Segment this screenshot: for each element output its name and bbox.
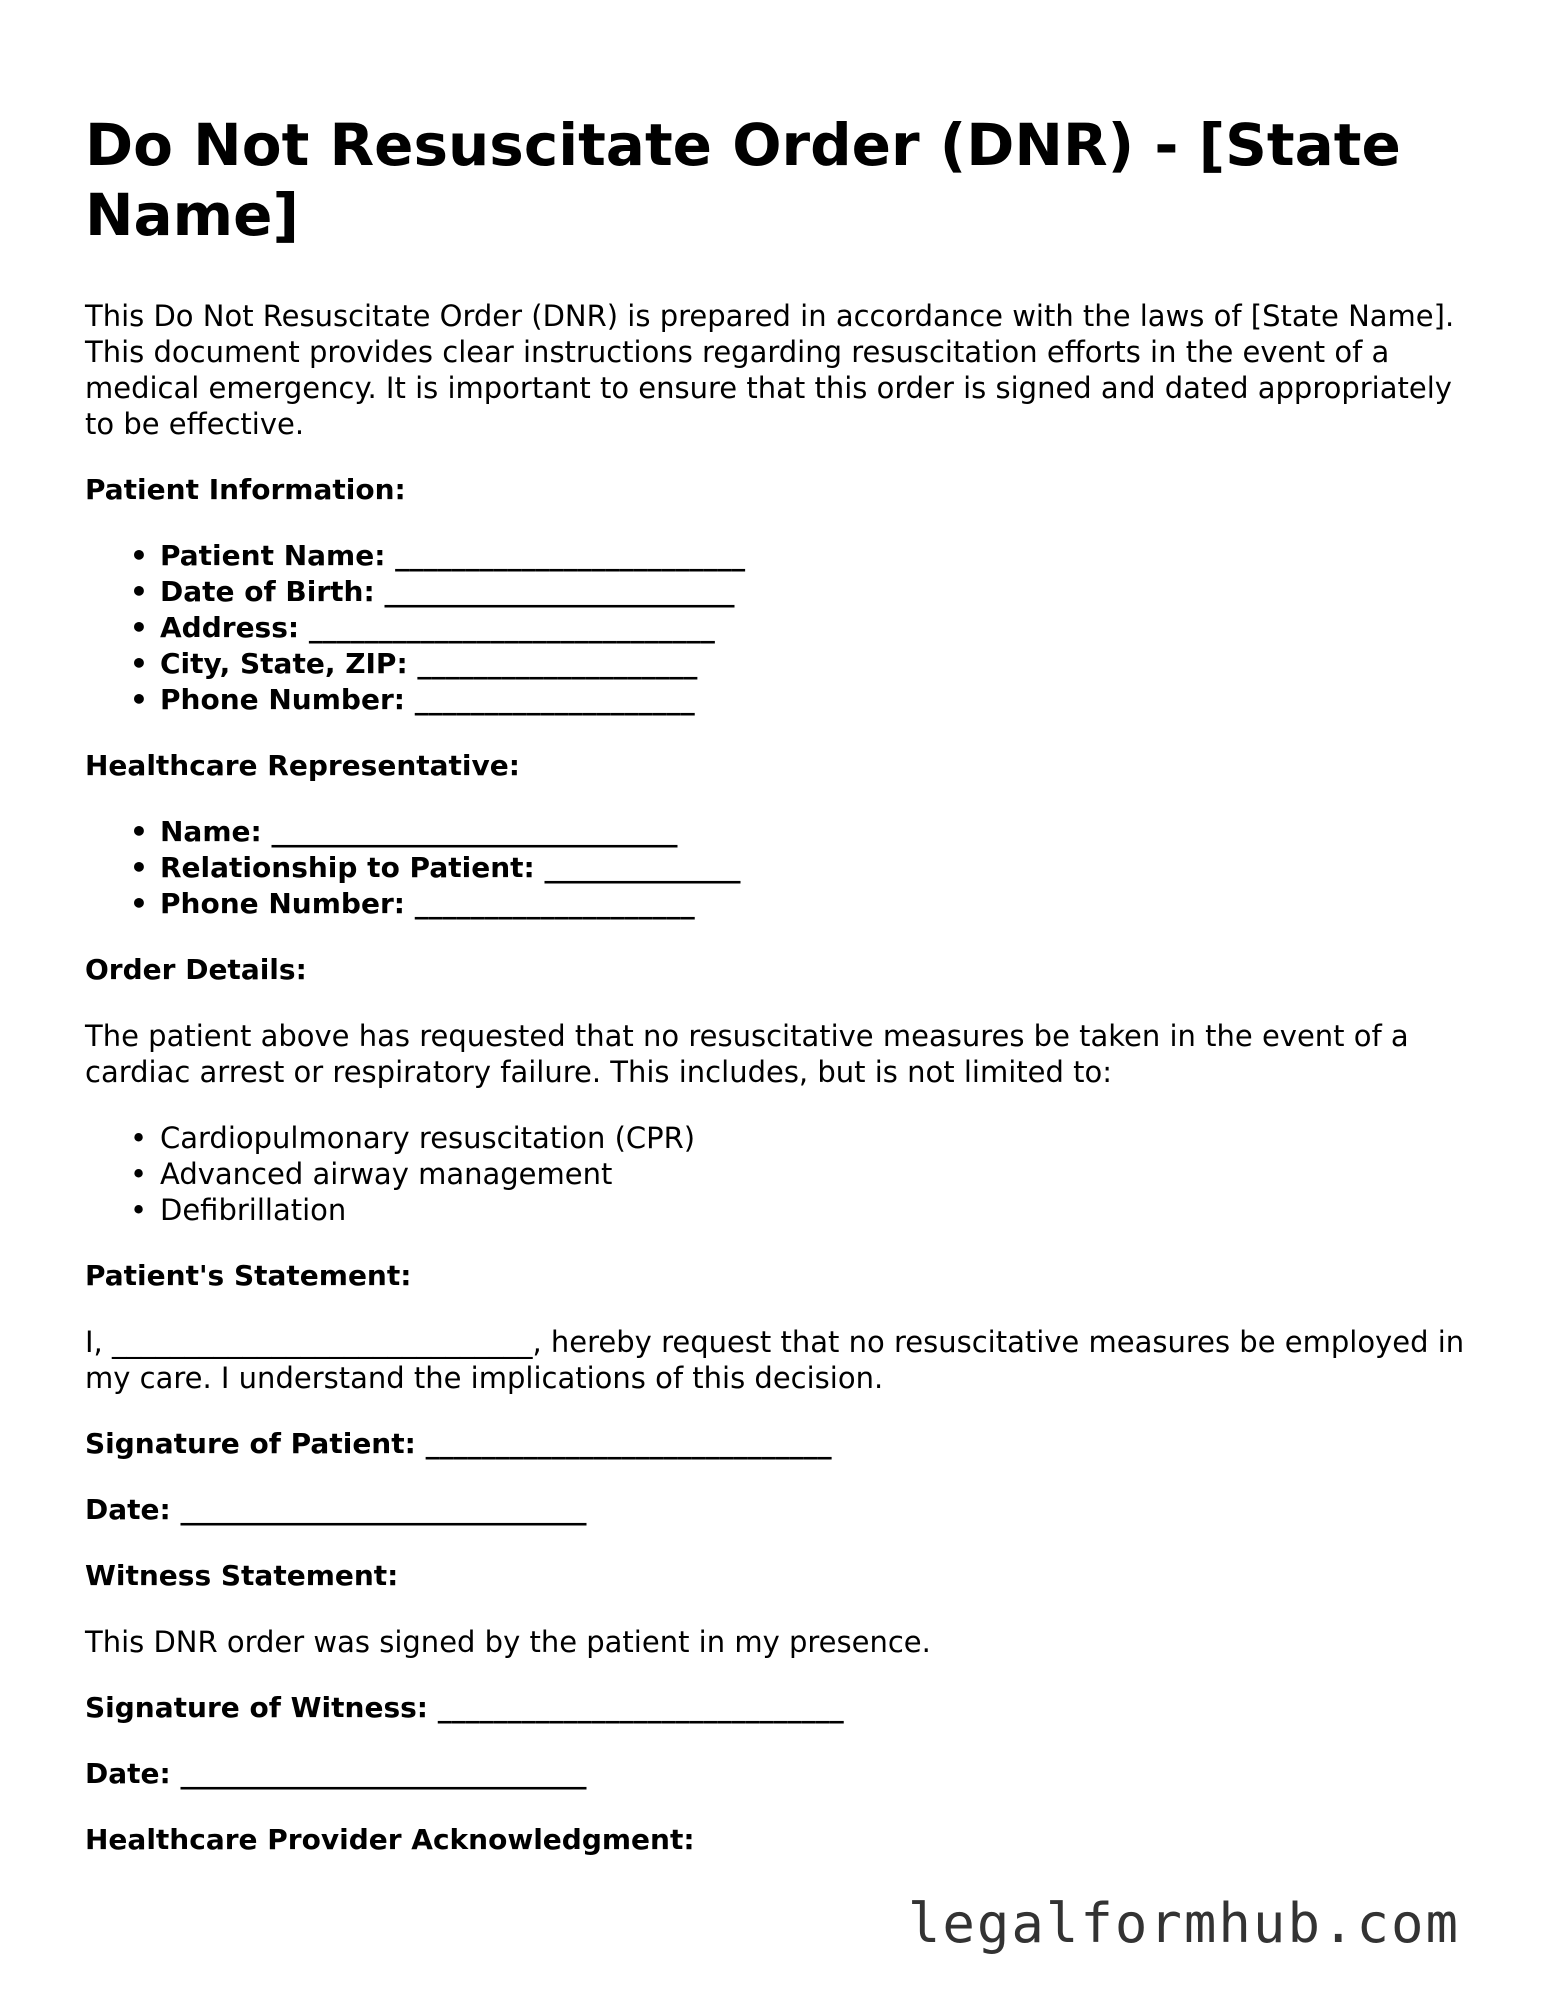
patient-signature-field: Signature of Patient: _____________________________ <box>85 1427 832 1460</box>
address-field: • Address: _____________________________ <box>160 610 1475 646</box>
witness-heading: Witness Statement: <box>85 1559 399 1592</box>
city-state-zip-field: • City, State, ZIP: ____________________ <box>160 646 1475 682</box>
relationship-field: • Relationship to Patient: ______________ <box>160 850 1475 886</box>
patient-info-heading: Patient Information: <box>85 473 406 506</box>
measures-list <box>85 1120 1475 1228</box>
witness-text: This DNR order was signed by the patient in my presence. <box>85 1625 931 1659</box>
representative-name-field: • Name: _____________________________ <box>160 814 1475 850</box>
provider-heading: Healthcare Provider Acknowledgment: <box>85 1823 695 1856</box>
date-of-birth-field: • Date of Birth: _________________________ <box>160 574 1475 610</box>
witness-signature-field: Signature of Witness: _____________________________ <box>85 1691 844 1724</box>
order-details-heading: Order Details: <box>85 953 307 986</box>
measure-item: • Advanced airway management <box>160 1156 1475 1192</box>
patient-statement-text: I, _____________________________, hereby request that no resuscitative measures be employed in my care. I understand the implications of this decision. <box>85 1325 1465 1395</box>
document-title: Do Not Resuscitate Order (DNR) - [State Name] <box>85 111 1401 249</box>
order-details-text: The patient above has requested that no resuscitative measures be taken in the event of a cardiac arrest or respiratory failure. This includes, but is not limited to: <box>85 1019 1409 1089</box>
watermark-logo: legalformhub.com <box>907 1892 1460 1955</box>
measure-item: • Cardiopulmonary resuscitation (CPR) <box>160 1120 1475 1156</box>
patient-name-field: • Patient Name: _________________________ <box>160 538 1475 574</box>
patient-info-list <box>85 538 1475 718</box>
representative-list <box>85 814 1475 922</box>
patient-date-field: Date: _____________________________ <box>85 1493 587 1526</box>
patient-phone-field: • Phone Number: ____________________ <box>160 682 1475 718</box>
measure-item: • Defibrillation <box>160 1192 1475 1228</box>
witness-date-field: Date: _____________________________ <box>85 1757 587 1790</box>
representative-heading: Healthcare Representative: <box>85 749 520 782</box>
document-page <box>85 110 1475 1888</box>
representative-phone-field: • Phone Number: ____________________ <box>160 886 1475 922</box>
intro-paragraph: This Do Not Resuscitate Order (DNR) is prepared in accordance with the laws of [State Name]. This document provides clear instructions regarding resuscitation efforts in the event of a medical emergency. It is important to ensure that this order is signed and dated appropriately to be effective. <box>85 299 1455 441</box>
patient-statement-heading: Patient's Statement: <box>85 1259 412 1292</box>
